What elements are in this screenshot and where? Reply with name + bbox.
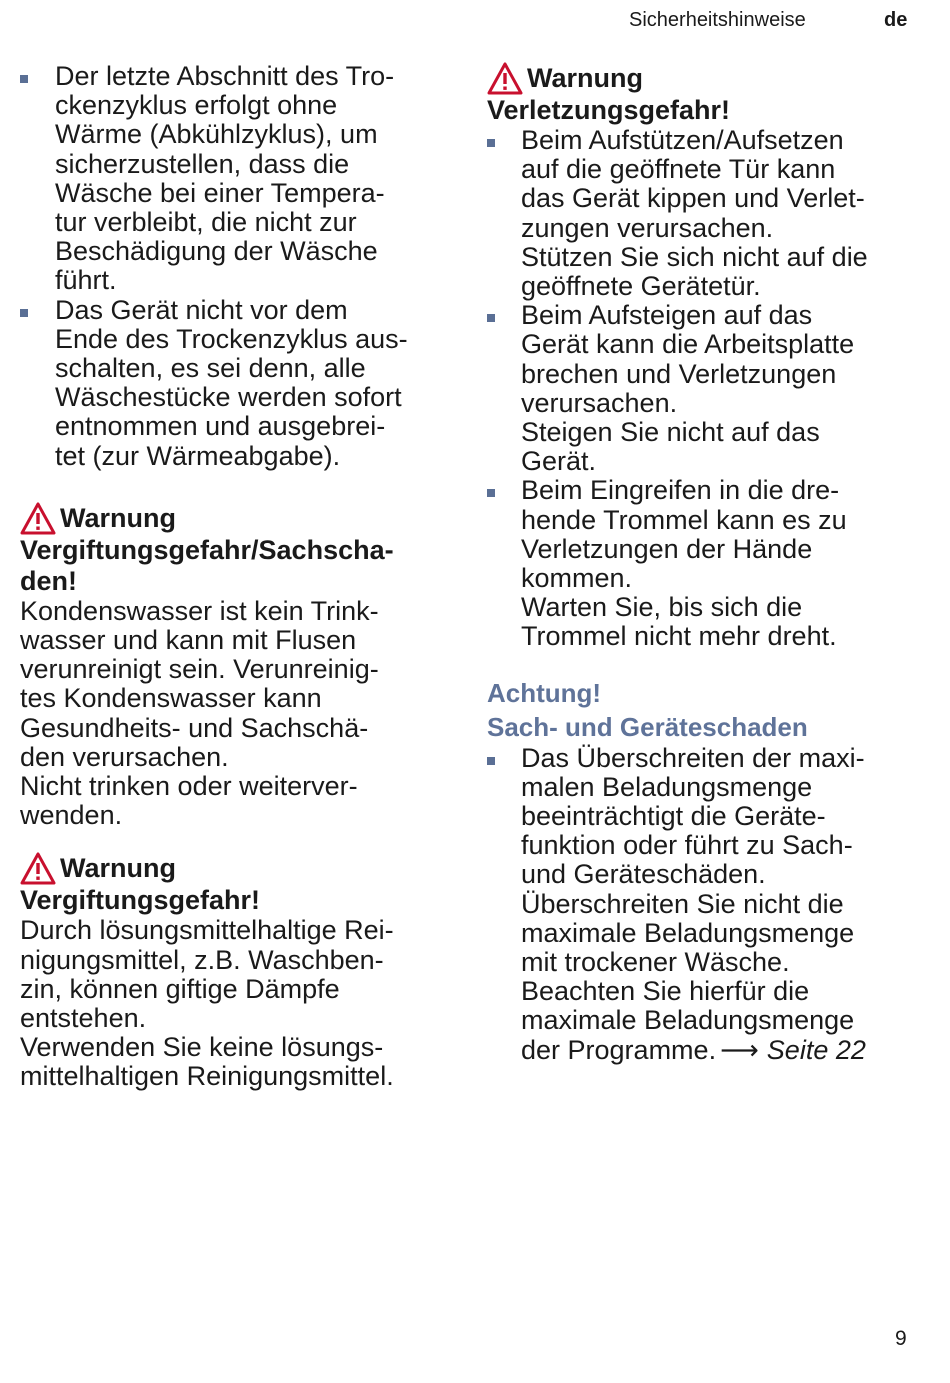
warning-text: Kondenswasser ist kein Trink- bbox=[20, 595, 379, 626]
warning-text: Gesundheits- und Sachschä- bbox=[20, 712, 369, 743]
warning-text: wasser und kann mit Flusen bbox=[20, 625, 357, 656]
warning-triangle-icon bbox=[20, 502, 56, 535]
page-reference-link[interactable]: Seite 22 bbox=[766, 1034, 866, 1065]
list-item-line: auf die geöffnete Tür kann bbox=[521, 154, 836, 185]
list-item-line: Wäsche bei einer Tempera- bbox=[55, 177, 385, 208]
warning-text: wenden. bbox=[20, 800, 123, 831]
list-item-line: verursachen. bbox=[521, 387, 678, 418]
warning-title: Vergiftungsgefahr! bbox=[20, 885, 261, 916]
list-item-line: tet (zur Wärmeabgabe). bbox=[55, 440, 341, 471]
caution-last-line: der Programme. bbox=[521, 1034, 717, 1065]
list-item bbox=[20, 296, 445, 471]
warning-triangle-icon bbox=[20, 852, 56, 885]
list-item bbox=[487, 744, 927, 1065]
warning-text: den verursachen. bbox=[20, 741, 229, 772]
header-language: de bbox=[884, 9, 908, 31]
list-item-line: geöffnete Gerätetür. bbox=[521, 271, 761, 302]
warning-block bbox=[487, 62, 927, 652]
list-item-line: Gerät kann die Arbeitsplatte bbox=[521, 329, 855, 360]
warning-title: Vergiftungsgefahr/Sachscha- bbox=[20, 534, 394, 565]
list-item-line: mit trockener Wäsche. bbox=[521, 947, 790, 978]
list-item-line: Überschreiten Sie nicht die bbox=[521, 888, 844, 919]
warning-text: tes Kondenswasser kann bbox=[20, 683, 322, 714]
spacer bbox=[487, 652, 927, 676]
square-bullet-icon bbox=[20, 309, 28, 317]
list-item-line: brechen und Verletzungen bbox=[521, 358, 837, 389]
list-item-line: Beschädigung der Wäsche bbox=[55, 236, 378, 267]
list-item-line: Das Gerät nicht vor dem bbox=[55, 294, 348, 325]
list-item-line: führt. bbox=[55, 265, 117, 296]
header-section-title: Sicherheitshinweise bbox=[629, 9, 806, 31]
list-item-line: kommen. bbox=[521, 563, 633, 594]
square-bullet-icon bbox=[487, 489, 495, 497]
spacer bbox=[20, 471, 445, 502]
warning-text: zin, können giftige Dämpfe bbox=[20, 973, 340, 1004]
square-bullet-icon bbox=[487, 757, 495, 765]
list-item-line: Stützen Sie sich nicht auf die bbox=[521, 241, 868, 272]
warning-label: Warnung bbox=[527, 63, 643, 93]
list-item-line: schalten, es sei denn, alle bbox=[55, 353, 366, 384]
warning-title: den! bbox=[20, 565, 77, 596]
warning-text: Durch lösungsmittelhaltige Rei- bbox=[20, 915, 394, 946]
list-item-line: hende Trommel kann es zu bbox=[521, 504, 847, 535]
spacer bbox=[20, 830, 445, 852]
list-item-line: zungen verursachen. bbox=[521, 212, 774, 243]
list-item-line: Steigen Sie nicht auf das bbox=[521, 417, 820, 448]
square-bullet-icon bbox=[487, 139, 495, 147]
list-item bbox=[20, 62, 445, 296]
right-arrow-icon: ⟶ bbox=[720, 1034, 759, 1065]
list-item-line: ckenzyklus erfolgt ohne bbox=[55, 90, 338, 121]
warning-heading bbox=[487, 62, 927, 95]
warning-text: verunreinigt sein. Verunreinig- bbox=[20, 654, 379, 685]
list-item-line: Beim Aufsteigen auf das bbox=[521, 300, 813, 331]
caution-block bbox=[487, 676, 927, 1065]
list-item-line: maximale Beladungsmenge bbox=[521, 1005, 855, 1036]
warning-label: Warnung bbox=[60, 853, 176, 884]
list-item bbox=[487, 126, 927, 301]
list-item-line: beeinträchtigt die Geräte- bbox=[521, 801, 826, 832]
warning-triangle-icon bbox=[487, 62, 523, 95]
list-item-line: Beachten Sie hierfür die bbox=[521, 976, 810, 1007]
warning-text: nigungsmittel, z.B. Waschben- bbox=[20, 944, 384, 975]
warning-label: Warnung bbox=[60, 502, 176, 533]
warning-text: Nicht trinken oder weiterver- bbox=[20, 771, 358, 802]
caution-label: Achtung! bbox=[487, 677, 602, 708]
caution-title: Sach- und Geräteschaden bbox=[487, 711, 808, 742]
warning-block bbox=[20, 502, 445, 831]
list-item-line: das Gerät kippen und Verlet- bbox=[521, 183, 865, 214]
warning-text: entstehen. bbox=[20, 1003, 147, 1034]
list-item-line bbox=[521, 1036, 927, 1065]
warning-heading bbox=[20, 502, 445, 535]
list-item-line: Ende des Trockenzyklus aus- bbox=[55, 323, 408, 354]
list-item-line: Trommel nicht mehr dreht. bbox=[521, 621, 837, 652]
list-item bbox=[487, 476, 927, 651]
list-item-line: Wärme (Abkühlzyklus), um bbox=[55, 119, 378, 150]
list-item-line: entnommen und ausgebrei- bbox=[55, 411, 386, 442]
list-item-line: Beim Eingreifen in die dre- bbox=[521, 475, 840, 506]
right-column bbox=[487, 62, 927, 1065]
square-bullet-icon bbox=[487, 314, 495, 322]
list-item-line: und Geräteschäden. bbox=[521, 859, 766, 890]
list-item-line: Wäschestücke werden sofort bbox=[55, 382, 402, 413]
list-item-line: sicherzustellen, dass die bbox=[55, 148, 350, 179]
list-item-line: Der letzte Abschnitt des Tro- bbox=[55, 61, 395, 91]
warning-block bbox=[20, 852, 445, 1091]
list-item-line: Gerät. bbox=[521, 446, 597, 477]
warning-text: mittelhaltigen Reinigungsmittel. bbox=[20, 1061, 394, 1092]
list-item-line: Das Überschreiten der maxi- bbox=[521, 742, 865, 773]
warning-heading bbox=[20, 852, 445, 885]
warning-title: Verletzungsgefahr! bbox=[487, 95, 731, 125]
list-item-line: malen Beladungsmenge bbox=[521, 771, 813, 802]
list-item-line: tur verbleibt, die nicht zur bbox=[55, 207, 357, 238]
warning-text: Verwenden Sie keine lösungs- bbox=[20, 1032, 384, 1063]
list-item-line: Beim Aufstützen/Aufsetzen bbox=[521, 125, 844, 155]
list-item-line: funktion oder führt zu Sach- bbox=[521, 830, 853, 861]
left-column bbox=[20, 62, 445, 1092]
list-item-line: Warten Sie, bis sich die bbox=[521, 592, 803, 623]
page-number: 9 bbox=[895, 1327, 907, 1350]
list-item bbox=[487, 301, 927, 476]
list-item-line: maximale Beladungsmenge bbox=[521, 917, 855, 948]
list-item-line: Verletzungen der Hände bbox=[521, 533, 813, 564]
square-bullet-icon bbox=[20, 75, 28, 83]
